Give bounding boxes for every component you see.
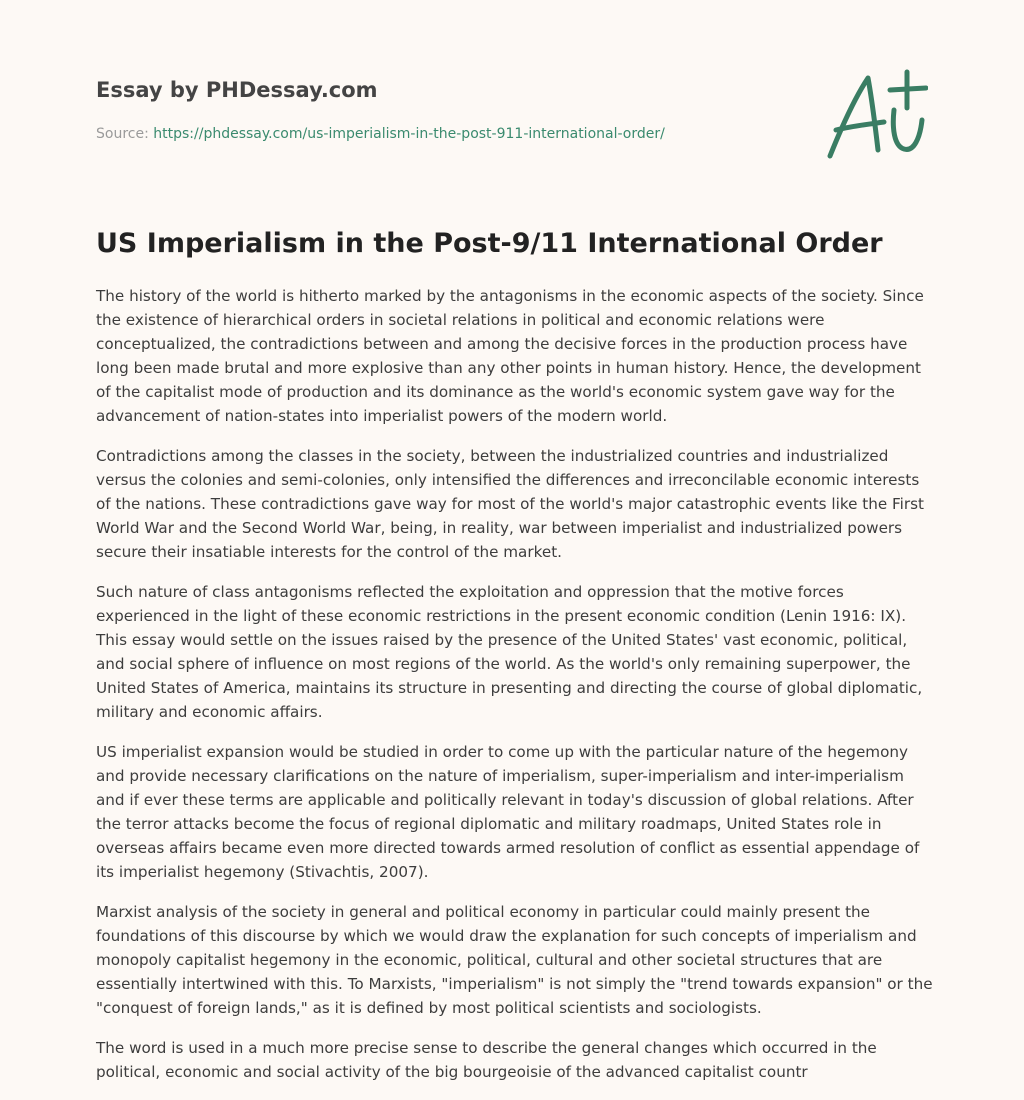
essay-paragraph: The history of the world is hitherto marked by the antagonisms in the economic aspects of the society. Since the existence of hierarchical orders in societal relations in political and economic relations were conceptualized, the contradictions between and among the decisive forces in the production process have long been made brutal and more explosive than any other points in human history. Hence, the development of the capitalist mode of production and its dominance as the world's economic system gave way for the advancement of nation-states into imperialist powers of the modern world.: [96, 287, 924, 425]
brand-name: Essay by PHDessay.com: [96, 78, 378, 102]
source-line: [96, 124, 796, 144]
essay-paragraph: Such nature of class antagonisms reflected the exploitation and oppression that the motive forces experienced in the light of these economic restrictions in the present economic condition (Lenin 1916: IX). This essay would settle on the issues raised by the presence of the United States' vast economic, political, and social sphere of influence on most regions of the world. As the world's only remaining superpower, the United States of America, maintains its structure in presenting and directing the course of global diplomatic, military and economic affairs.: [96, 583, 923, 721]
essay-paragraph: Contradictions among the classes in the society, between the industrialized countries and industrialized versus the colonies and semi-colonies, only intensified the differences and irreconcilable economic interests of the nations. These contradictions gave way for most of the world's major catastrophic events like the First World War and the Second World War, being, in reality, war between imperialist and industrialized powers secure their insatiable interests for the control of the market.: [96, 447, 924, 561]
essay-paragraph: The word is used in a much more precise sense to describe the general changes which occurred in the political, economic and social activity of the big bourgeoisie of the advanced capitalist countr: [96, 1039, 877, 1081]
essay-title: US Imperialism in the Post-9/11 International Order: [96, 228, 883, 259]
essay-header: [96, 76, 796, 144]
essay-paragraph: US imperialist expansion would be studied in order to come up with the particular nature of the hegemony and provide necessary clarifications on the nature of imperialism, super-imperialism and inter-imperialism and if ever these terms are applicable and politically relevant in today's discussion of global relations. After the terror attacks become the focus of regional diplomatic and military roadmaps, United States role in overseas affairs became even more directed towards armed resolution of conflict as essential appendage of its imperialist hegemony (Stivachtis, 2007).: [96, 743, 920, 881]
essay-paragraph: Marxist analysis of the society in general and political economy in particular could mainly present the foundations of this discourse by which we would draw the explanation for such concepts of imperialism and monopoly capitalist hegemony in the economic, political, cultural and other societal structures that are essentially intertwined with this. To Marxists, "imperialism" is not simply the "trend towards expansion" or the "conquest of foreign lands," as it is defined by most political scientists and sociologists.: [96, 903, 933, 1017]
source-link[interactable]: https://phdessay.com/us-imperialism-in-the-post-911-international-order/: [153, 126, 665, 142]
source-label: Source:: [96, 126, 154, 142]
a-plus-logo-icon: [822, 66, 928, 164]
essay-body: [96, 284, 934, 1100]
